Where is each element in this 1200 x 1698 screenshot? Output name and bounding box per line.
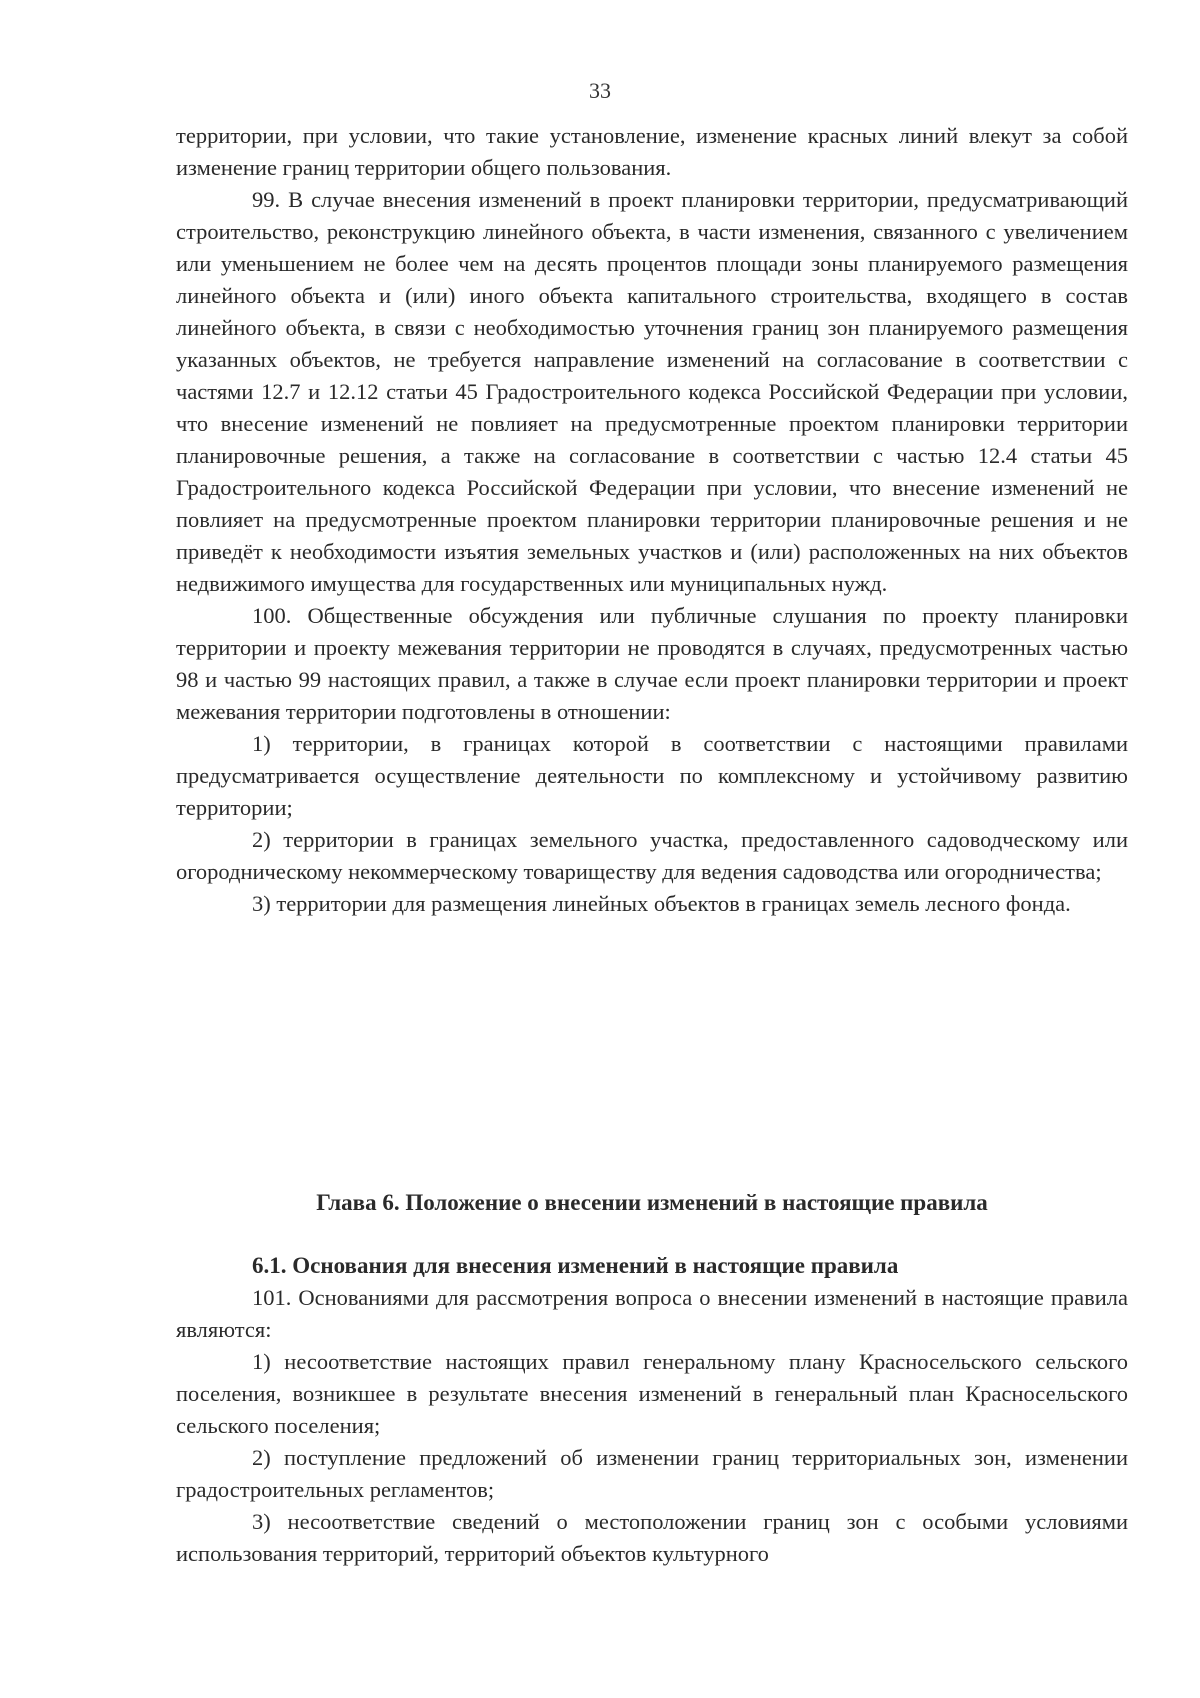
paragraph-continuation: территории, при условии, что такие установление, изменение красных линий влекут за собой изменение границ территории общего пользования. <box>176 123 1128 180</box>
chapter-title: Глава 6. Положение о внесении изменений в настоящие правила <box>316 1190 988 1215</box>
paragraph-99: 99. В случае внесения изменений в проект планировки территории, предусматривающий строительство, реконструкцию линейного объекта, в части изменения, связанного с увеличением или уменьшением не более чем на десять процентов площади зоны планируемого размещения линейного объекта и (или) иного объекта капитального строительства, входящего в состав линейного объекта, в связи с необходимостью уточнения границ зон планируемого размещения указанных объектов, не требуется направление изменений на согласование в соответствии с частями 12.7 и 12.12 статьи 45 Градостроительного кодекса Российской Федерации при условии, что внесение изменений не повлияет на предусмотренные проектом планировки территории планировочные решения, а также на согласование в соответствии с частью 12.4 статьи 45 Градостроительного кодекса Российской Федерации при условии, что внесение изменений не повлияет на предусмотренные проектом планировки территории планировочные решения и не приведёт к необходимости изъятия земельных участков и (или) расположенных на них объектов недвижимого имущества для государственных или муниципальных нужд. <box>176 187 1128 596</box>
body-text-upper <box>176 120 1128 920</box>
list-item-2-bottom: 2) поступление предложений об изменении границ территориальных зон, изменении градостроительных регламентов; <box>176 1445 1128 1502</box>
section-block <box>176 1250 1128 1570</box>
list-item-2: 2) территории в границах земельного участка, предоставленного садоводческому или огородническому некоммерческому товариществу для ведения садоводства или огородничества; <box>176 827 1128 884</box>
list-item-1: 1) территории, в границах которой в соответствии с настоящими правилами предусматривается осуществление деятельности по комплексному и устойчивому развитию территории; <box>176 731 1128 820</box>
section-title: 6.1. Основания для внесения изменений в настоящие правила <box>252 1253 899 1278</box>
list-item-1-bottom: 1) несоответствие настоящих правил генеральному плану Красносельского сельского поселения, возникшее в результате внесения изменений в генеральный план Красносельского сельского поселения; <box>176 1349 1128 1438</box>
paragraph-100: 100. Общественные обсуждения или публичные слушания по проекту планировки территории и проекту межевания территории не проводятся в случаях, предусмотренных частью 98 и частью 99 настоящих правил, а также в случае если проект планировки территории и проект межевания территории подготовлены в отношении: <box>176 603 1128 724</box>
list-item-3: 3) территории для размещения линейных объектов в границах земель лесного фонда. <box>252 891 1071 916</box>
list-item-3-bottom: 3) несоответствие сведений о местоположении границ зон с особыми условиями использования территорий, территорий объектов культурного <box>176 1509 1128 1566</box>
page-number: 33 <box>589 78 611 103</box>
paragraph-101: 101. Основаниями для рассмотрения вопроса о внесении изменений в настоящие правила являются: <box>176 1285 1128 1342</box>
